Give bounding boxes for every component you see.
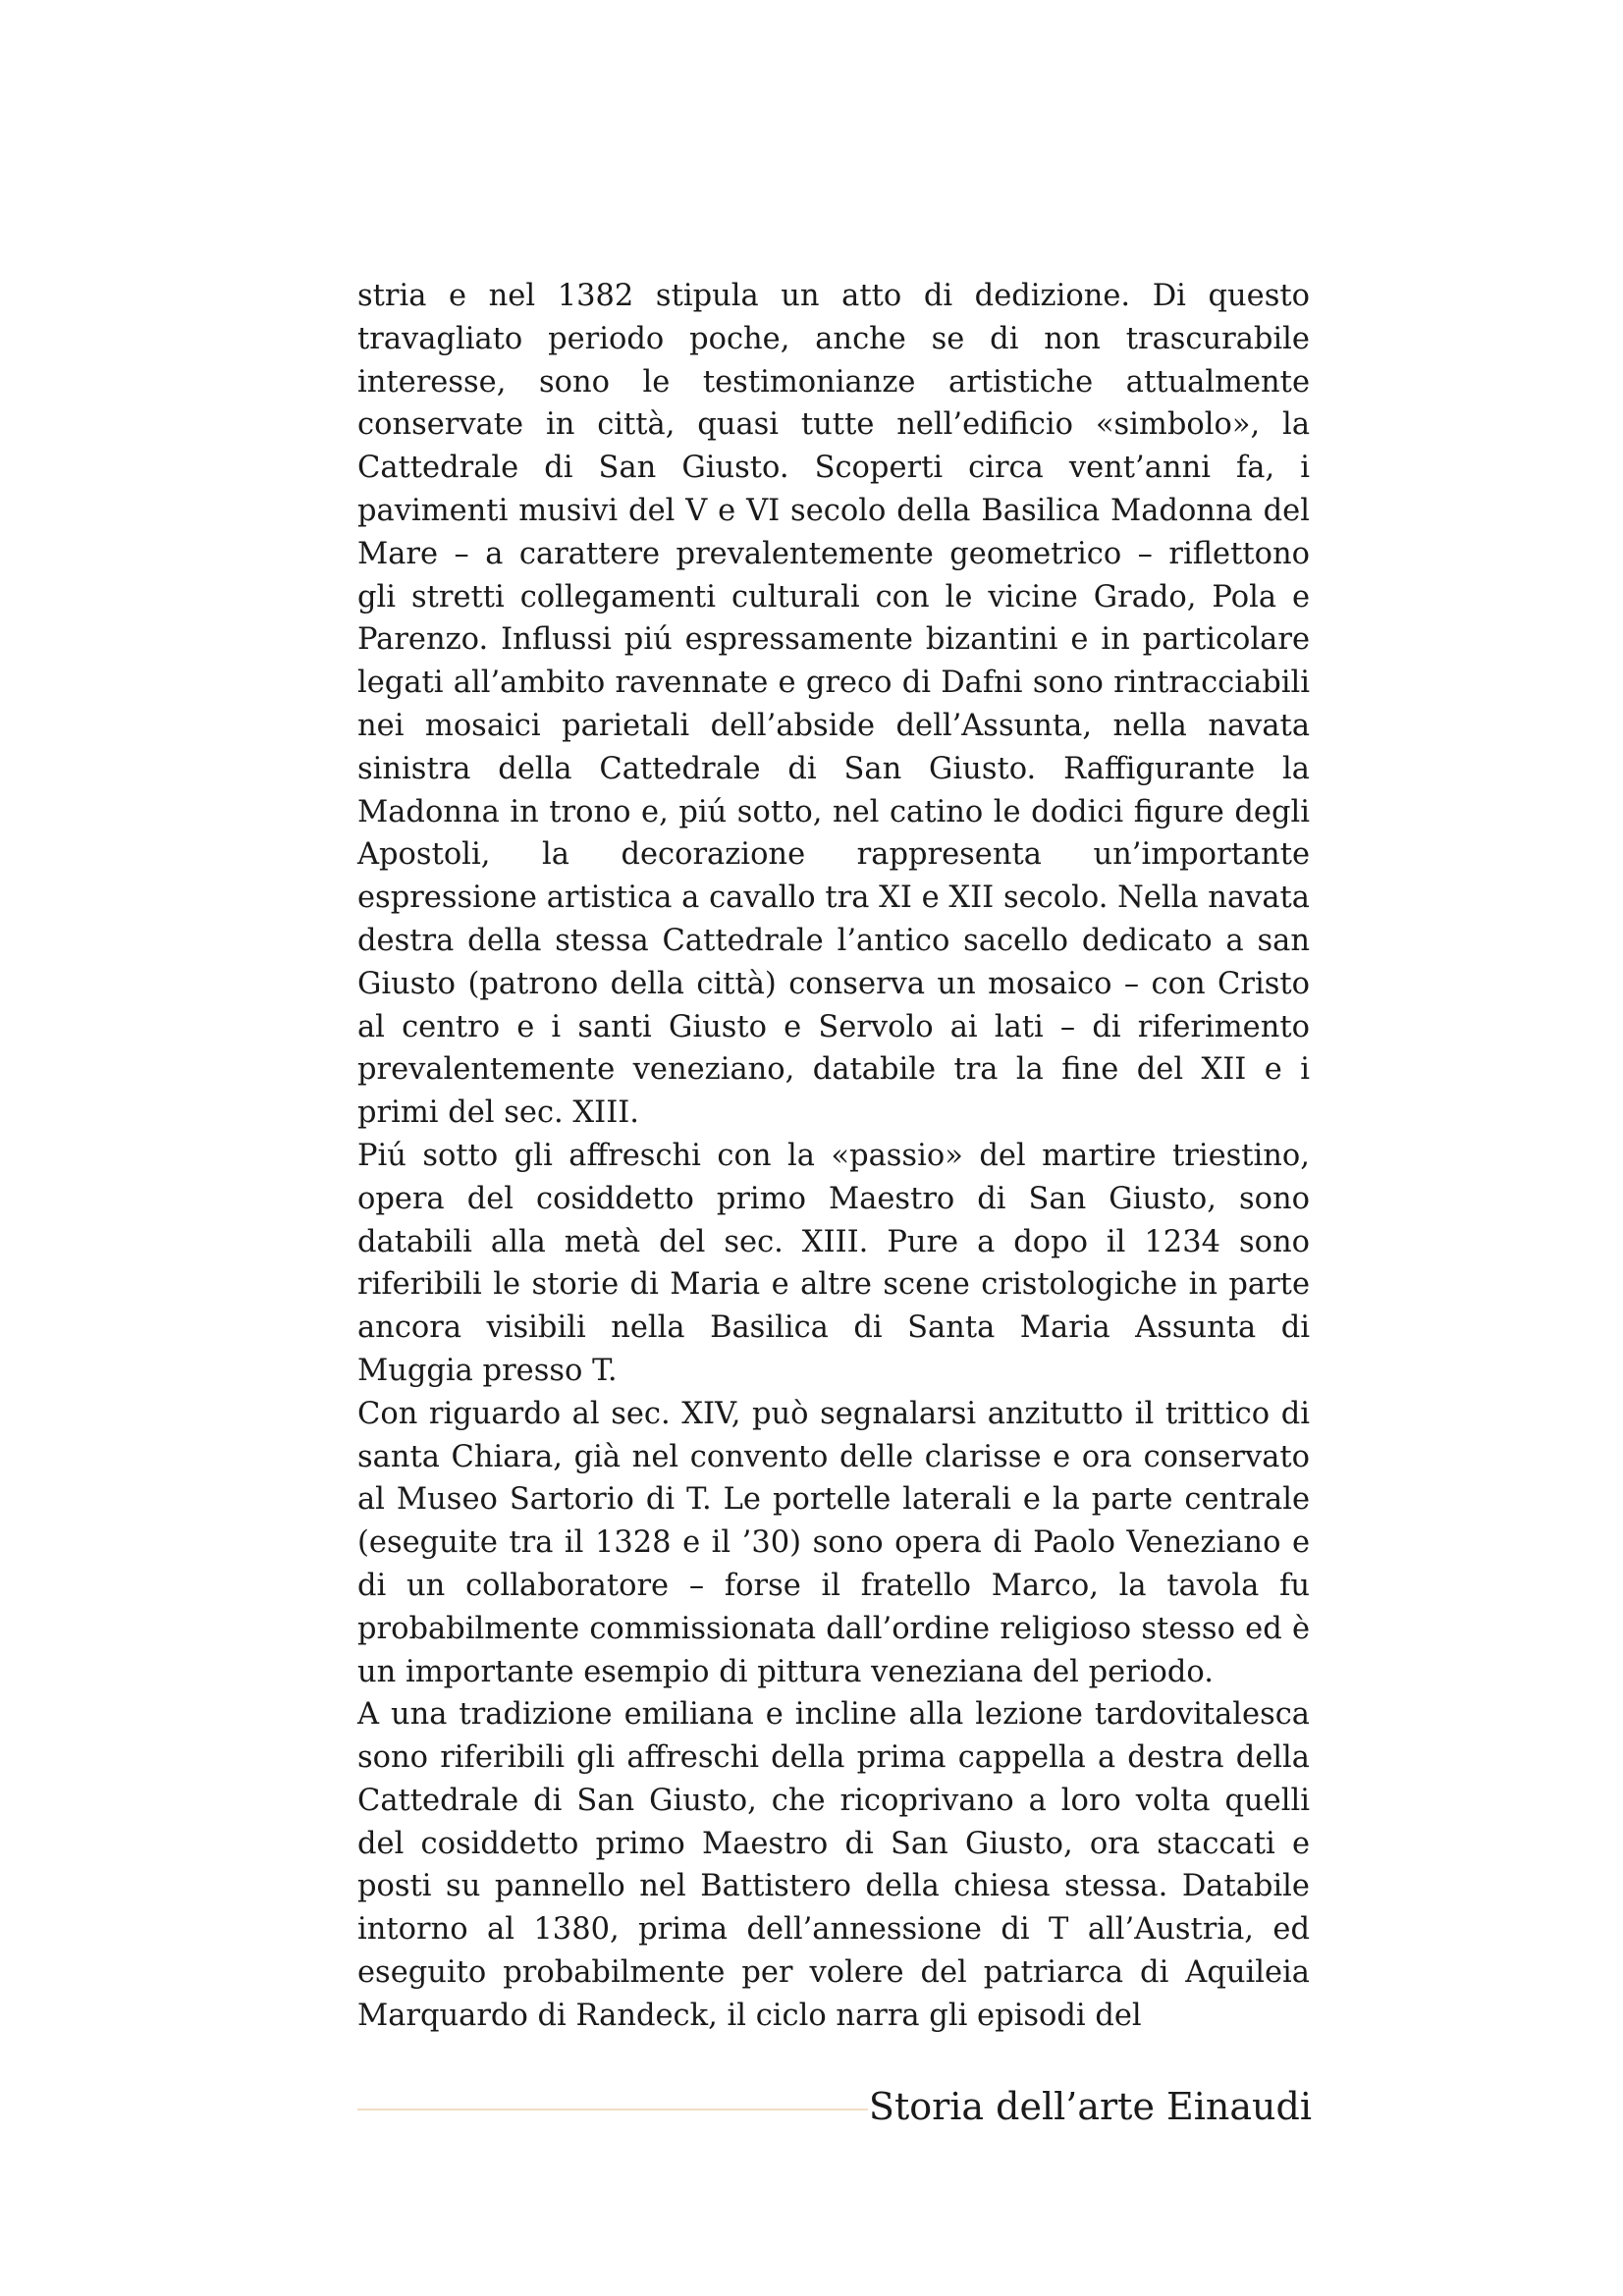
paragraph-4: A una tradizione emiliana e incline alla lezione tardovitalesca sono riferibili gli affreschi della prima cappella a destra della Cattedrale di San Giusto, che ricoprivano a loro volta quelli del cosiddetto primo Maestro di San Giusto, ora staccati e posti su pannello nel Battistero della chiesa stessa. Databile intorno al 1380, prima dell’annessione di T all’Austria, ed eseguito probabilmente per volere del patriarca di Aquileia Marquardo di Randeck, il ciclo narra gli episodi del — [357, 1697, 1310, 2033]
body-text — [357, 275, 1310, 2038]
footer-title: Storia dell’arte Einaudi — [868, 2085, 1312, 2128]
paragraph-2: Piú sotto gli affreschi con la «passio» del martire triestino, opera del cosiddetto primo Maestro di San Giusto, sono databili alla metà del sec. XIII. Pure a dopo il 1234 sono riferibili le storie di Maria e altre scene cristologiche in parte ancora visibili nella Basilica di Santa Maria Assunta di Muggia presso T. — [357, 1138, 1310, 1388]
footer-rule — [357, 2109, 868, 2110]
paragraph-1: stria e nel 1382 stipula un atto di dedizione. Di questo travagliato periodo poche, anche se di non trascurabile interesse, sono le testimonianze artistiche attualmente conservate in città, quasi tutte nell’edificio «simbolo», la Cattedrale di San Giusto. Scoperti circa vent’anni fa, i pavimenti musivi del V e VI secolo della Basilica Madonna del Mare – a carattere prevalentemente geometrico – riflettono gli stretti collegamenti culturali con le vicine Grado, Pola e Parenzo. Influssi piú espressamente bizantini e in particolare legati all’ambito ravennate e greco di Dafni sono rintracciabili nei mosaici parietali dell’abside dell’Assunta, nella navata sinistra della Cattedrale di San Giusto. Raffigurante la Madonna in trono e, piú sotto, nel catino le dodici figure degli Apostoli, la decorazione rappresenta un’importante espressione artistica a cavallo tra XI e XII secolo. Nella navata destra della stessa Cattedrale l’antico sacello dedicato a san Giusto (patrono della città) conserva un mosaico – con Cristo al centro e i santi Giusto e Servolo ai lati – di riferimento prevalentemente veneziano, databile tra la fine del XII e i primi del sec. XIII. — [357, 279, 1310, 1131]
paragraph-3: Con riguardo al sec. XIV, può segnalarsi anzitutto il trittico di santa Chiara, già nel convento delle clarisse e ora conservato al Museo Sartorio di T. Le portelle laterali e la parte centrale (eseguite tra il 1328 e il ’30) sono opera di Paolo Veneziano e di un collaboratore – forse il fratello Marco, la tavola fu probabilmente commissionata dall’ordine religioso stesso ed è un importante esempio di pittura veneziana del periodo. — [357, 1396, 1310, 1689]
